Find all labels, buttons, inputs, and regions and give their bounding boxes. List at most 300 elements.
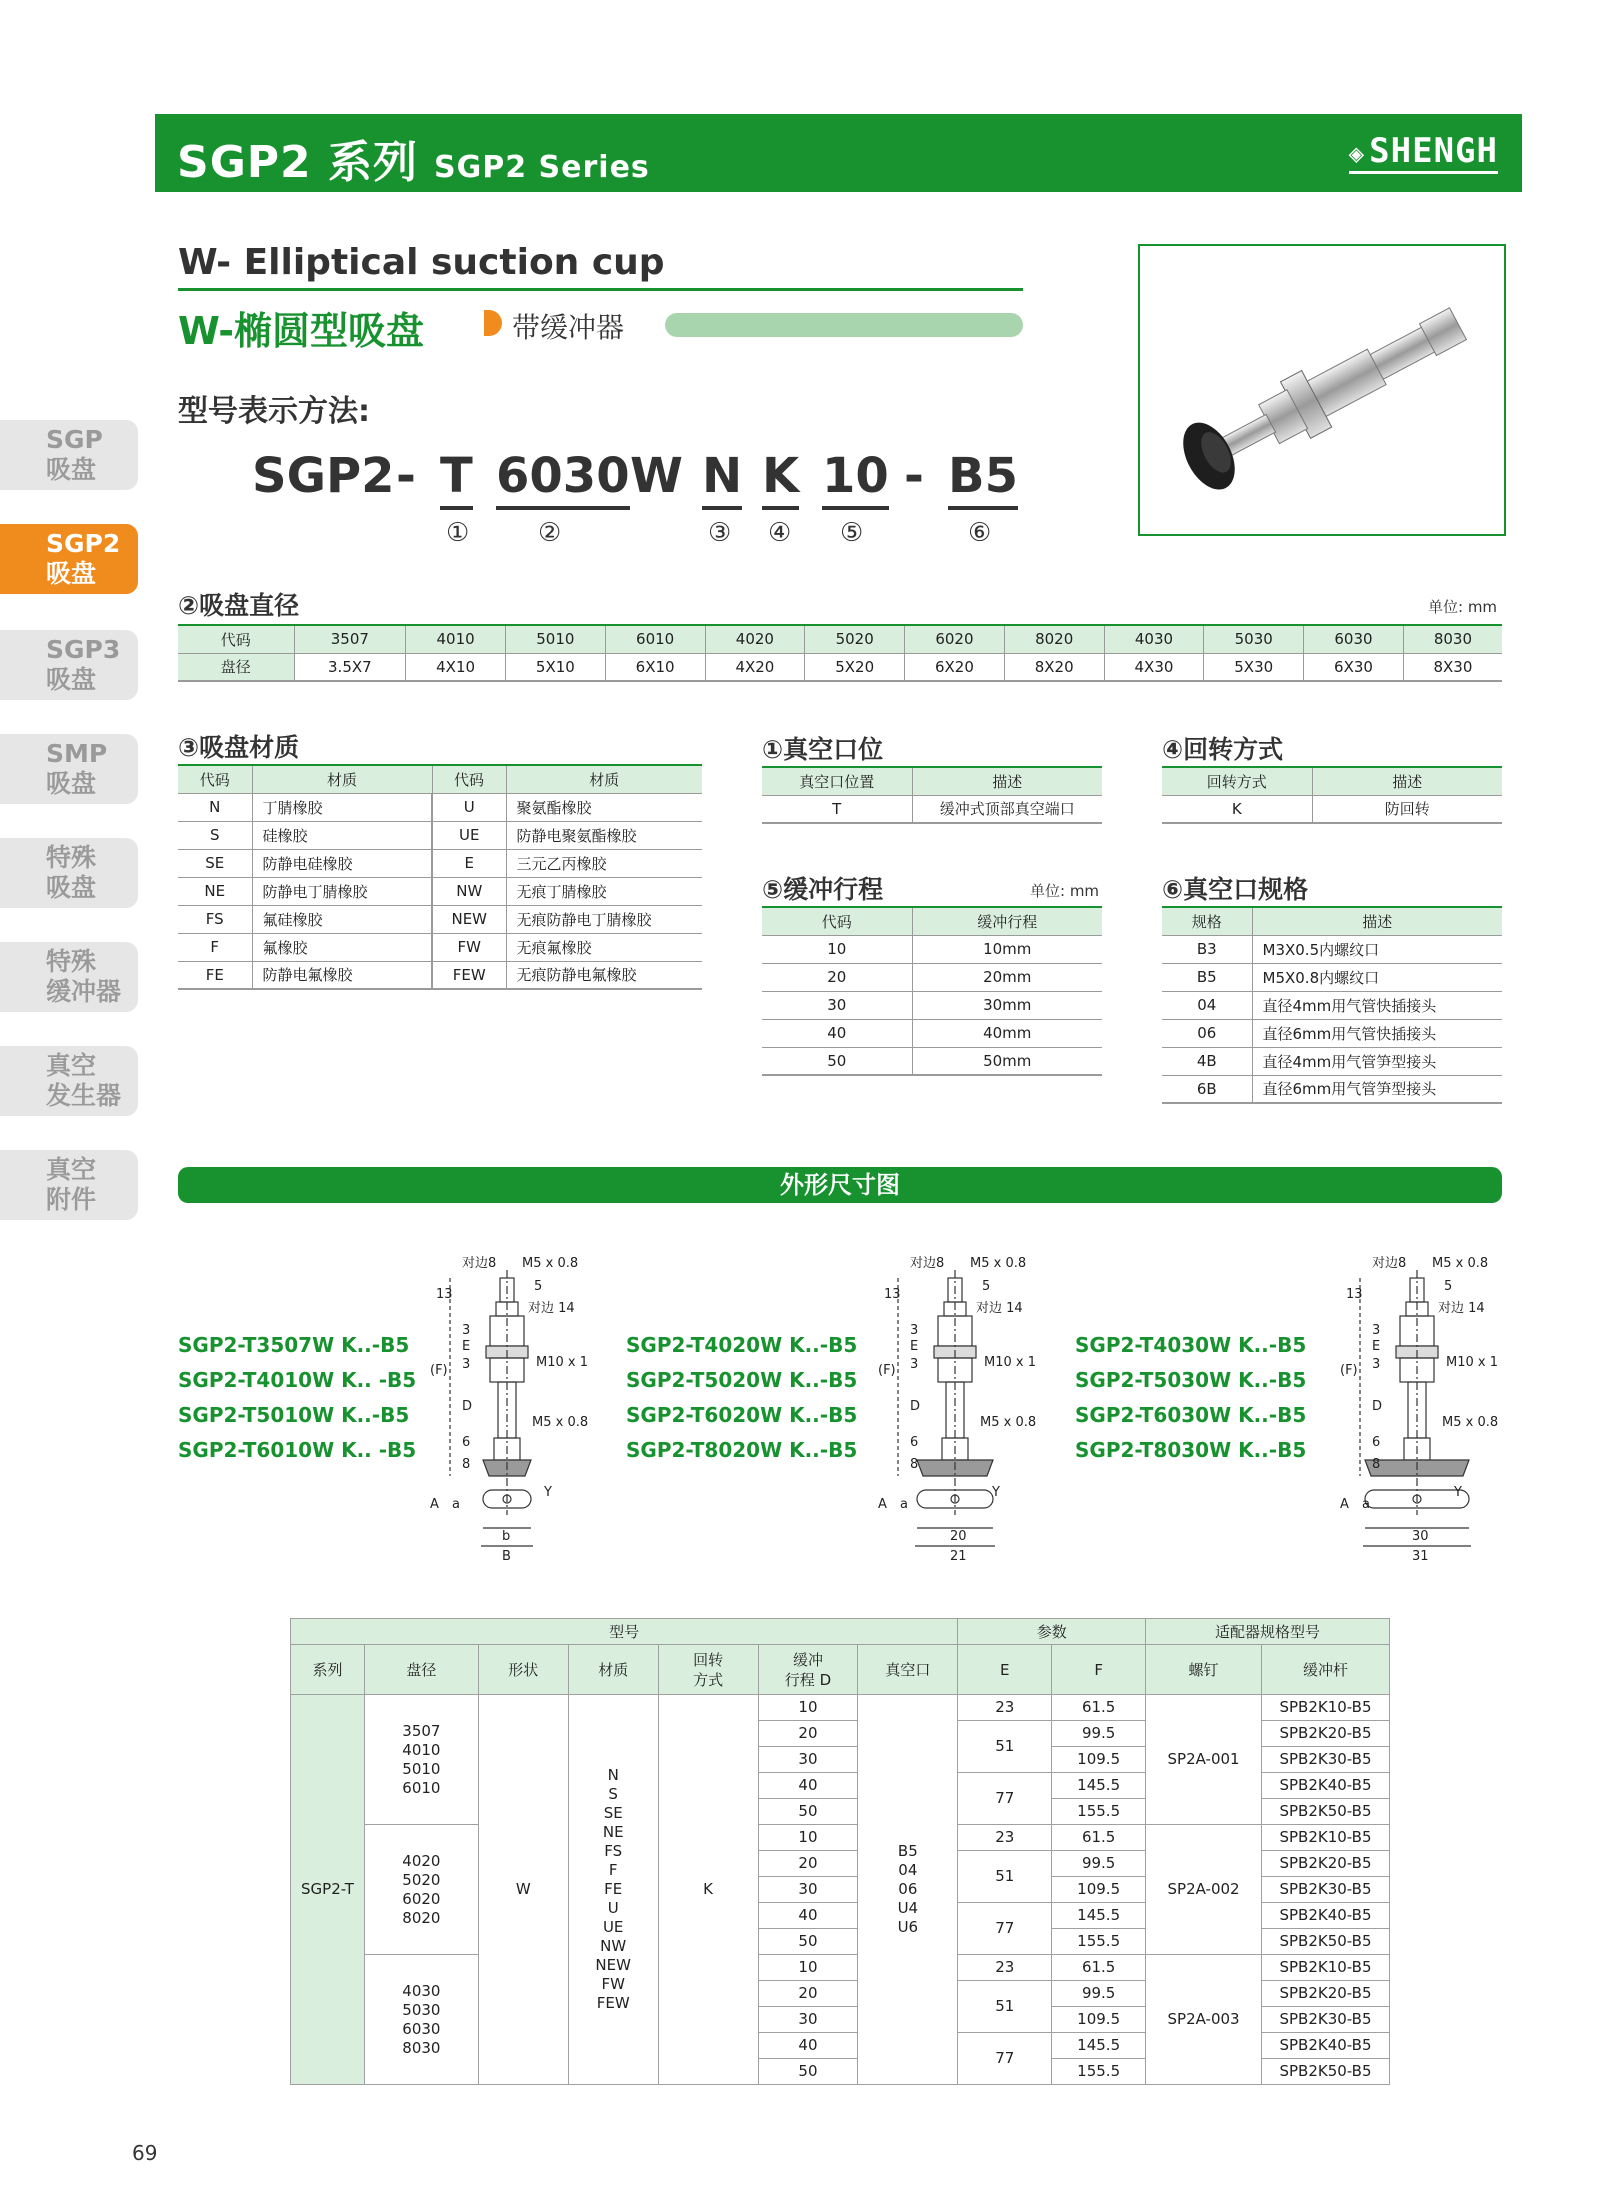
e-cell: 77 — [958, 1903, 1052, 1955]
group-header: 型号 — [291, 1619, 958, 1645]
page-subtitle: SGP2 Series — [434, 150, 650, 185]
drawing-model-list — [626, 1328, 857, 1468]
diameter-size: 4X30 — [1104, 653, 1204, 681]
table-cell: 直径4mm用气管快插接头 — [1252, 991, 1502, 1019]
table-header: 真空口位置 — [762, 767, 912, 795]
diameter-size: 5X10 — [505, 653, 605, 681]
stroke-cell: 20 — [758, 1721, 858, 1747]
drawing-label: 对边8 — [462, 1256, 497, 1271]
table-row — [291, 1695, 1390, 1721]
group-header: 适配器规格型号 — [1146, 1619, 1390, 1645]
e-cell: 23 — [958, 1825, 1052, 1851]
table-header: E — [958, 1645, 1052, 1695]
vacuum-port-table — [762, 766, 1102, 824]
table-row — [1162, 1047, 1502, 1075]
dimension-label: (F) — [430, 1363, 448, 1378]
dimension-label: E — [910, 1339, 919, 1354]
table-cell: 6B — [1162, 1075, 1252, 1103]
screw-cell: SP2A-001 — [1146, 1695, 1262, 1825]
model-part-dash: - — [904, 448, 924, 504]
diameter-table — [178, 624, 1502, 682]
stroke-section-title: ⑤缓冲行程 — [762, 875, 884, 904]
side-tab[interactable]: SGP 吸盘 — [0, 420, 138, 490]
table-row — [1162, 935, 1502, 963]
dimension-label: 3 — [1372, 1357, 1381, 1372]
table-cell: NEW — [432, 905, 506, 933]
table-cell: FE — [178, 961, 252, 989]
rod-cell: SPB2K40-B5 — [1262, 2033, 1390, 2059]
model-part-diameter: 6030 — [496, 448, 630, 510]
table-row — [1162, 795, 1502, 823]
dimension-label: D — [1372, 1399, 1383, 1414]
dimension-label: 3 — [910, 1323, 919, 1338]
table-cell: 4B — [1162, 1047, 1252, 1075]
table-cell: NW — [432, 877, 506, 905]
port-cell: B5 04 06 U4 U6 — [858, 1695, 958, 2085]
diameter-size: 4X10 — [406, 653, 506, 681]
table-row — [178, 793, 702, 821]
table-cell: NE — [178, 877, 252, 905]
f-cell: 109.5 — [1052, 1877, 1146, 1903]
table-row — [291, 1825, 1390, 1851]
drawing-label: M5 x 0.8 — [1442, 1415, 1499, 1430]
group-header: 参数 — [958, 1619, 1146, 1645]
series-cell: SGP2-T — [291, 1695, 365, 2085]
rod-cell: SPB2K50-B5 — [1262, 2059, 1390, 2085]
table-row — [1162, 963, 1502, 991]
vacuum-port-section-title: ①真空口位 — [762, 735, 884, 764]
arrow-marker-icon — [484, 310, 502, 336]
dimension-label: A — [1340, 1497, 1349, 1512]
width-label: 20 — [950, 1529, 967, 1544]
specification-table — [290, 1618, 1390, 2085]
stroke-cell: 10 — [758, 1955, 858, 1981]
f-cell: 155.5 — [1052, 2059, 1146, 2085]
table-cell: 无痕丁腈橡胶 — [506, 877, 702, 905]
table-row — [178, 905, 702, 933]
drawing-label: M10 x 1 — [984, 1355, 1036, 1370]
model-part-shape: W — [630, 448, 683, 504]
rotation-section-title: ④回转方式 — [1162, 735, 1284, 764]
decorative-pill — [665, 313, 1023, 337]
diameter-size: 5X20 — [805, 653, 905, 681]
f-cell: 145.5 — [1052, 2033, 1146, 2059]
diameter-section-title: ②吸盘直径 — [178, 591, 300, 620]
model-number: ⑤ — [840, 518, 864, 548]
rod-cell: SPB2K10-B5 — [1262, 1825, 1390, 1851]
table-header: 盘径 — [364, 1645, 478, 1695]
diameter-size: 8X20 — [1004, 653, 1104, 681]
table-header: 代码 — [762, 907, 912, 935]
model-name: SGP2-T6020W K..-B5 — [626, 1403, 858, 1427]
model-name: SGP2-T4030W K..-B5 — [1075, 1333, 1307, 1357]
e-cell: 51 — [958, 1981, 1052, 2033]
table-cell: 20 — [762, 963, 912, 991]
table-cell: FW — [432, 933, 506, 961]
table-header: 材质 — [252, 765, 432, 793]
dimension-label: A — [430, 1497, 439, 1512]
screw-cell: SP2A-003 — [1146, 1955, 1262, 2085]
width-label: 21 — [950, 1549, 967, 1564]
table-cell: T — [762, 795, 912, 823]
table-cell: 直径6mm用气管快插接头 — [1252, 1019, 1502, 1047]
dimension-label: (F) — [1340, 1363, 1358, 1378]
dimension-label: 3 — [1372, 1323, 1381, 1338]
diameter-size: 3.5X7 — [294, 653, 406, 681]
table-header: 代码 — [178, 765, 252, 793]
title-note: 带缓冲器 — [512, 311, 625, 344]
table-header: 回转方式 — [1162, 767, 1312, 795]
title-english: W- Elliptical suction cup — [178, 242, 665, 283]
model-name: SGP2-T8030W K..-B5 — [1075, 1438, 1307, 1462]
table-cell: 06 — [1162, 1019, 1252, 1047]
f-cell: 61.5 — [1052, 1955, 1146, 1981]
table-cell: 50mm — [912, 1047, 1102, 1075]
diameter-code: 6020 — [905, 625, 1005, 653]
dimension-label: 3 — [462, 1357, 471, 1372]
diameter-code: 4020 — [705, 625, 805, 653]
table-row — [1162, 1075, 1502, 1103]
table-header: 描述 — [1252, 907, 1502, 935]
width-label: 31 — [1412, 1549, 1429, 1564]
drawing-label: M10 x 1 — [536, 1355, 588, 1370]
table-cell: 氟硅橡胶 — [252, 905, 432, 933]
dimension-label: 5 — [1444, 1279, 1453, 1294]
rod-cell: SPB2K10-B5 — [1262, 1955, 1390, 1981]
table-cell: 防静电硅橡胶 — [252, 849, 432, 877]
page-title: SGP2 系列 SGP2 Series — [177, 137, 650, 188]
table-header: 形状 — [478, 1645, 568, 1695]
dimension-label: Y — [544, 1485, 552, 1500]
port-spec-table — [1162, 906, 1502, 1104]
table-cell: SE — [178, 849, 252, 877]
table-cell: S — [178, 821, 252, 849]
drawing-label: M5 x 0.8 — [970, 1256, 1027, 1271]
dimension-label: Y — [1454, 1485, 1462, 1500]
rod-cell: SPB2K50-B5 — [1262, 1929, 1390, 1955]
table-cell: 聚氨酯橡胶 — [506, 793, 702, 821]
table-cell: M5X0.8内螺纹口 — [1252, 963, 1502, 991]
material-cell: N S SE NE FS F FE U UE NW NEW FW FEW — [568, 1695, 658, 2085]
table-row — [178, 849, 702, 877]
dimension-label: 5 — [982, 1279, 991, 1294]
drawing-label: M5 x 0.8 — [980, 1415, 1037, 1430]
table-cell: 三元乙丙橡胶 — [506, 849, 702, 877]
table-row — [762, 1047, 1102, 1075]
table-cell: 30mm — [912, 991, 1102, 1019]
table-cell: 30 — [762, 991, 912, 1019]
dimension-label: 5 — [534, 1279, 543, 1294]
rotation-cell: K — [658, 1695, 758, 2085]
table-cell: 防静电丁腈橡胶 — [252, 877, 432, 905]
table-cell: 丁腈橡胶 — [252, 793, 432, 821]
table-cell: 直径4mm用气管笋型接头 — [1252, 1047, 1502, 1075]
table-header: 材质 — [506, 765, 702, 793]
dimension-label: 6 — [910, 1435, 919, 1450]
dimension-label: 8 — [1372, 1457, 1381, 1472]
table-row — [1162, 1019, 1502, 1047]
material-section-title: ③吸盘材质 — [178, 733, 300, 762]
table-row-header: 盘径 — [178, 653, 294, 681]
diameter-cell: 4030 5030 6030 8030 — [364, 1955, 478, 2085]
drawing-label: 对边8 — [910, 1256, 945, 1271]
port-spec-section-title: ⑥真空口规格 — [1162, 875, 1309, 904]
table-cell: M3X0.5内螺纹口 — [1252, 935, 1502, 963]
rod-cell: SPB2K30-B5 — [1262, 1747, 1390, 1773]
table-cell: 20mm — [912, 963, 1102, 991]
table-header: 缓冲杆 — [1262, 1645, 1390, 1695]
diameter-code: 6030 — [1304, 625, 1404, 653]
table-header: 描述 — [912, 767, 1102, 795]
rotation-table — [1162, 766, 1502, 824]
diameter-cell: 4020 5020 6020 8020 — [364, 1825, 478, 1955]
dimension-label: a — [1362, 1497, 1370, 1512]
model-name: SGP2-T4010W K.. -B5 — [178, 1368, 417, 1392]
table-row — [762, 935, 1102, 963]
side-tab[interactable]: SGP3 吸盘 — [0, 630, 138, 700]
model-name: SGP2-T8020W K..-B5 — [626, 1438, 858, 1462]
table-header: 缓冲行程 — [912, 907, 1102, 935]
drawing-model-list — [178, 1328, 416, 1468]
dimension-drawing-banner: 外形尺寸图 — [178, 1167, 1502, 1203]
rod-cell: SPB2K40-B5 — [1262, 1773, 1390, 1799]
table-cell: B5 — [1162, 963, 1252, 991]
table-cell: FEW — [432, 961, 506, 989]
table-row — [762, 963, 1102, 991]
stroke-cell: 40 — [758, 1903, 858, 1929]
diameter-code: 4030 — [1104, 625, 1204, 653]
f-cell: 145.5 — [1052, 1903, 1146, 1929]
table-cell: 50 — [762, 1047, 912, 1075]
width-label: 30 — [1412, 1529, 1429, 1544]
diameter-code: 4010 — [406, 625, 506, 653]
model-part-port-spec: B5 — [948, 448, 1018, 510]
table-header: 描述 — [1312, 767, 1502, 795]
model-number: ⑥ — [968, 518, 992, 548]
dimension-drawing — [420, 1250, 620, 1570]
diameter-code: 5030 — [1204, 625, 1304, 653]
stroke-cell: 20 — [758, 1851, 858, 1877]
side-tab[interactable]: SMP 吸盘 — [0, 734, 138, 804]
model-code — [252, 448, 1032, 558]
diameter-code: 8030 — [1403, 625, 1502, 653]
table-cell: K — [1162, 795, 1312, 823]
dimension-label: Y — [992, 1485, 1000, 1500]
table-header: 缓冲 行程 D — [758, 1645, 858, 1695]
width-label: b — [502, 1529, 511, 1544]
shape-cell: W — [478, 1695, 568, 2085]
material-table — [178, 764, 702, 990]
stroke-table — [762, 906, 1102, 1076]
table-cell: N — [178, 793, 252, 821]
model-name: SGP2-T5010W K..-B5 — [178, 1403, 410, 1427]
title-chinese: W-椭圆型吸盘 — [178, 309, 424, 353]
side-tab[interactable]: 特殊 吸盘 — [0, 838, 138, 908]
f-cell: 155.5 — [1052, 1929, 1146, 1955]
brand-logo: ◈ SHENGH — [1349, 134, 1498, 174]
diameter-code: 5020 — [805, 625, 905, 653]
dimension-label: a — [900, 1497, 908, 1512]
table-row — [178, 821, 702, 849]
table-header: 螺钉 — [1146, 1645, 1262, 1695]
model-part-dash: - — [396, 448, 416, 504]
diameter-size: 6X10 — [605, 653, 705, 681]
dimension-label: 8 — [462, 1457, 471, 1472]
stroke-cell: 30 — [758, 1747, 858, 1773]
table-cell: U — [432, 793, 506, 821]
table-cell: 40 — [762, 1019, 912, 1047]
stroke-cell: 20 — [758, 1981, 858, 2007]
model-name: SGP2-T6030W K..-B5 — [1075, 1403, 1307, 1427]
dimension-label: A — [878, 1497, 887, 1512]
rod-cell: SPB2K20-B5 — [1262, 1981, 1390, 2007]
drawing-label: 对边 14 — [976, 1301, 1023, 1316]
dimension-label: D — [910, 1399, 921, 1414]
model-name: SGP2-T5020W K..-B5 — [626, 1368, 858, 1392]
drawing-label: M10 x 1 — [1446, 1355, 1498, 1370]
table-header: 材质 — [568, 1645, 658, 1695]
rod-cell: SPB2K20-B5 — [1262, 1721, 1390, 1747]
table-row — [762, 991, 1102, 1019]
dimension-label: 8 — [910, 1457, 919, 1472]
dimension-label: 13 — [884, 1287, 901, 1302]
dimension-label: 3 — [910, 1357, 919, 1372]
e-cell: 51 — [958, 1851, 1052, 1903]
diameter-code: 8020 — [1004, 625, 1104, 653]
model-number: ③ — [708, 518, 732, 548]
table-cell: 无痕防静电丁腈橡胶 — [506, 905, 702, 933]
f-cell: 99.5 — [1052, 1851, 1146, 1877]
page-number: 69 — [132, 2141, 158, 2165]
e-cell: 77 — [958, 2033, 1052, 2085]
dimension-label: (F) — [878, 1363, 896, 1378]
rod-cell: SPB2K30-B5 — [1262, 2007, 1390, 2033]
side-tab-active[interactable]: SGP2 吸盘 — [0, 524, 138, 594]
f-cell: 99.5 — [1052, 1981, 1146, 2007]
f-cell: 109.5 — [1052, 2007, 1146, 2033]
dimension-label: D — [462, 1399, 473, 1414]
table-header: F — [1052, 1645, 1146, 1695]
stroke-cell: 50 — [758, 2059, 858, 2085]
table-header: 规格 — [1162, 907, 1252, 935]
rod-cell: SPB2K20-B5 — [1262, 1851, 1390, 1877]
stroke-cell: 30 — [758, 2007, 858, 2033]
stroke-cell: 40 — [758, 2033, 858, 2059]
dimension-label: 6 — [462, 1435, 471, 1450]
diameter-code: 5010 — [505, 625, 605, 653]
drawing-model-list — [1075, 1328, 1306, 1468]
model-name: SGP2-T3507W K..-B5 — [178, 1333, 410, 1357]
model-part-series: SGP2 — [252, 448, 395, 504]
f-cell: 155.5 — [1052, 1799, 1146, 1825]
model-part-stroke: 10 — [822, 448, 889, 510]
table-header: 代码 — [432, 765, 506, 793]
stroke-cell: 30 — [758, 1877, 858, 1903]
dimension-drawing — [1330, 1250, 1530, 1570]
side-tab[interactable]: 真空 附件 — [0, 1150, 138, 1220]
dimension-label: a — [452, 1497, 460, 1512]
side-tab[interactable]: 特殊 缓冲器 — [0, 942, 138, 1012]
table-cell: 防静电氟橡胶 — [252, 961, 432, 989]
f-cell: 61.5 — [1052, 1825, 1146, 1851]
stroke-unit: 单位: mm — [1030, 882, 1100, 900]
table-header: 回转 方式 — [658, 1645, 758, 1695]
table-cell: F — [178, 933, 252, 961]
stroke-cell: 50 — [758, 1799, 858, 1825]
title-divider — [178, 288, 1023, 291]
drawing-label: M5 x 0.8 — [532, 1415, 589, 1430]
model-number: ② — [538, 518, 562, 548]
header-bar — [155, 114, 1522, 192]
table-cell: 防回转 — [1312, 795, 1502, 823]
table-row — [762, 1019, 1102, 1047]
table-cell: 40mm — [912, 1019, 1102, 1047]
width-label: B — [502, 1549, 511, 1564]
e-cell: 51 — [958, 1721, 1052, 1773]
table-cell: UE — [432, 821, 506, 849]
rod-cell: SPB2K10-B5 — [1262, 1695, 1390, 1721]
table-cell: 直径6mm用气管笋型接头 — [1252, 1075, 1502, 1103]
dimension-label: E — [462, 1339, 471, 1354]
table-cell: 无痕氟橡胶 — [506, 933, 702, 961]
rod-cell: SPB2K30-B5 — [1262, 1877, 1390, 1903]
table-cell: 硅橡胶 — [252, 821, 432, 849]
model-part-rotation: K — [762, 448, 799, 510]
drawing-label: 对边8 — [1372, 1256, 1407, 1271]
stroke-cell: 10 — [758, 1825, 858, 1851]
stroke-cell: 40 — [758, 1773, 858, 1799]
drawing-label: 对边 14 — [1438, 1301, 1485, 1316]
e-cell: 23 — [958, 1695, 1052, 1721]
table-header: 系列 — [291, 1645, 365, 1695]
rod-cell: SPB2K50-B5 — [1262, 1799, 1390, 1825]
diameter-unit: 单位: mm — [1428, 598, 1498, 616]
dimension-label: 3 — [462, 1323, 471, 1338]
table-row — [178, 933, 702, 961]
table-row — [762, 795, 1102, 823]
f-cell: 109.5 — [1052, 1747, 1146, 1773]
drawing-label: 对边 14 — [528, 1301, 575, 1316]
diameter-size: 4X20 — [705, 653, 805, 681]
table-row-header: 代码 — [178, 625, 294, 653]
model-name: SGP2-T5030W K..-B5 — [1075, 1368, 1307, 1392]
f-cell: 99.5 — [1052, 1721, 1146, 1747]
model-part-material: N — [702, 448, 742, 510]
diameter-size: 6X30 — [1304, 653, 1404, 681]
stroke-cell: 50 — [758, 1929, 858, 1955]
screw-cell: SP2A-002 — [1146, 1825, 1262, 1955]
suction-cup-illustration — [1140, 246, 1504, 534]
drawing-label: M5 x 0.8 — [1432, 1256, 1489, 1271]
e-cell: 77 — [958, 1773, 1052, 1825]
table-cell: 氟橡胶 — [252, 933, 432, 961]
diameter-cell: 3507 4010 5010 6010 — [364, 1695, 478, 1825]
table-cell: 10mm — [912, 935, 1102, 963]
diameter-size: 6X20 — [905, 653, 1005, 681]
table-row — [178, 961, 702, 989]
table-cell: FS — [178, 905, 252, 933]
model-number: ④ — [768, 518, 792, 548]
dimension-label: 13 — [436, 1287, 453, 1302]
model-number: ① — [446, 518, 470, 548]
diameter-size: 5X30 — [1204, 653, 1304, 681]
table-header: 真空口 — [858, 1645, 958, 1695]
table-cell: 防静电聚氨酯橡胶 — [506, 821, 702, 849]
drawing-label: M5 x 0.8 — [522, 1256, 579, 1271]
table-row — [291, 1955, 1390, 1981]
table-row — [178, 877, 702, 905]
side-tab[interactable]: 真空 发生器 — [0, 1046, 138, 1116]
